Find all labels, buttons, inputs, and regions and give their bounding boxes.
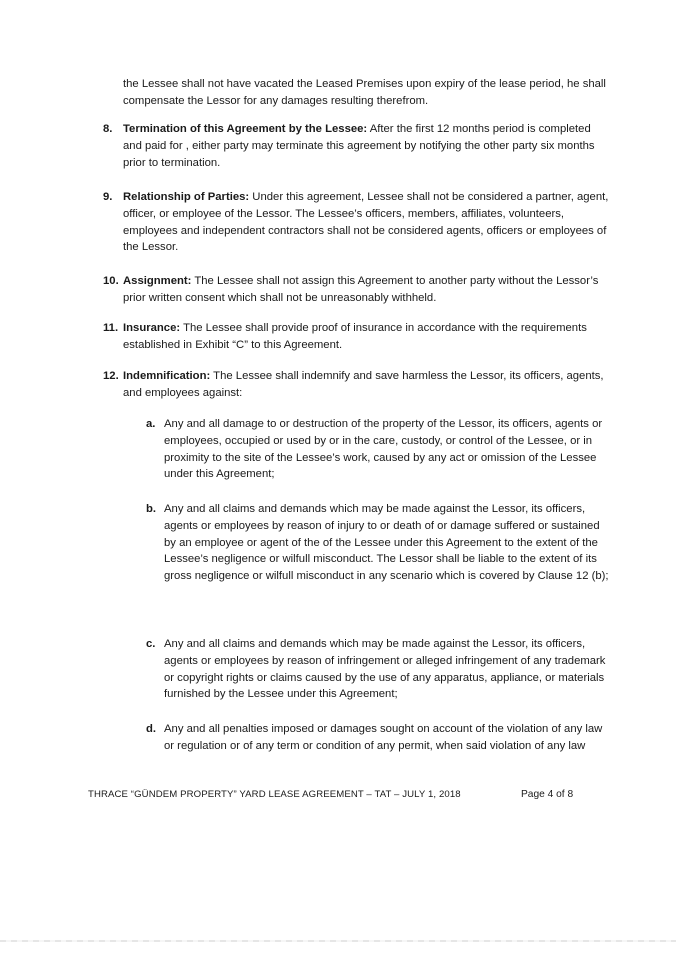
subclause-letter: b. xyxy=(146,503,157,515)
clause-title: Assignment: xyxy=(123,275,192,287)
clause-assignment xyxy=(123,273,611,307)
subclause-b: Any and all claims and demands which may be made against the Lessor, its officers, agents or employees by reason of injury to or death of or damage suffered or sustained by an employee or agent of the of the Lessee under this Agreement to the extent of the Lessee’s negligence or wilfull misconduct. The Lessor shall be liable to the extent of its gross negligence or wilfull misconduct in any scenario which is covered by Clause 12 (b); xyxy=(164,503,609,583)
clause-title: Insurance: xyxy=(123,322,181,334)
clause-title: Relationship of Parties: xyxy=(123,191,250,203)
clause-number: 10. xyxy=(103,275,119,287)
clause-relationship xyxy=(123,189,611,256)
subclause-letter: d. xyxy=(146,723,157,735)
clause-number: 9. xyxy=(103,191,113,203)
footer-document-title: THRACE “GÜNDEM PROPERTY” YARD LEASE AGREEMENT – TAT – JULY 1, 2018 xyxy=(88,789,461,800)
subclause-letter: a. xyxy=(146,418,156,430)
clause-number: 11. xyxy=(103,322,119,334)
clause-termination xyxy=(123,121,611,171)
clause-text: Under this agreement, Lessee shall not be considered a partner, agent, officer, or employee of the Lessor. The Lessee’s officers, members, affiliates, volunteers, employees and independent contractors shall not be considered agents, officers or employees of the Lessor. xyxy=(123,191,609,254)
subclause-c: Any and all claims and demands which may be made against the Lessor, its officers, agents or employees by reason of infringement or alleged infringement of any trademark or copyright rights or claims caused by the use of any apparatus, appliance, or materials furnished by the Lessee under this Agreement; xyxy=(164,638,606,701)
clause-indemnification xyxy=(123,368,611,402)
subclause-letter: c. xyxy=(146,638,156,650)
subclause-d: Any and all penalties imposed or damages sought on account of the violation of any law or regulation or of any term or condition of any permit, when said violation of any law xyxy=(164,723,603,752)
subclause-a: Any and all damage to or destruction of the property of the Lessor, its officers, agents or employees, occupied or used by or in the care, custody, or control of the Lessee, or in proximity to the site of the Lessee’s work, caused by any act or omission of the Lessee under this Agreement; xyxy=(164,418,603,481)
clause-number: 12. xyxy=(103,370,119,382)
clause-text: The Lessee shall provide proof of insurance in accordance with the requirements established in Exhibit “C” to this Agreement. xyxy=(123,322,587,351)
clause-text: The Lessee shall indemnify and save harmless the Lessor, its officers, agents, and employees against: xyxy=(123,370,604,399)
clause-insurance xyxy=(123,320,611,354)
clause-number: 8. xyxy=(103,123,113,135)
footer-page-number: Page 4 of 8 xyxy=(521,789,574,800)
clause-title: Indemnification: xyxy=(123,370,211,382)
scan-artifact-line xyxy=(0,940,676,942)
continuation-paragraph: the Lessee shall not have vacated the Leased Premises upon expiry of the lease period, he shall compensate the Lessor for any damages resulting therefrom. xyxy=(123,78,606,107)
clause-text: The Lessee shall not assign this Agreement to another party without the Lessor’s prior written consent which shall not be unreasonably withheld. xyxy=(123,275,599,304)
clause-text: After the first 12 months period is completed and paid for , either party may terminate this agreement by notifying the other party six months prior to termination. xyxy=(123,123,595,169)
clause-title: Termination of this Agreement by the Lessee: xyxy=(123,123,368,135)
